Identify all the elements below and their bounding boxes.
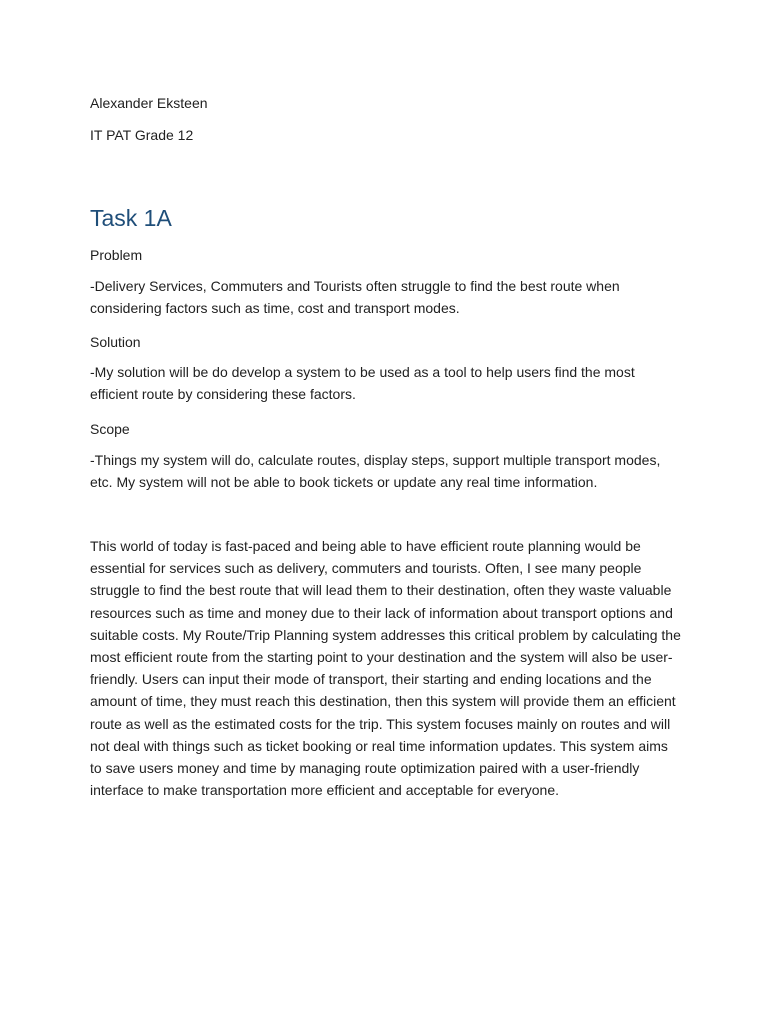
solution-label: Solution — [90, 334, 141, 350]
problem-text: -Delivery Services, Commuters and Tourists often struggle to find the best route when considering factors such as time, cost and transport modes. — [90, 278, 620, 317]
scope-text: -Things my system will do, calculate routes, display steps, support multiple transport modes, etc. My system will not be able to book tickets or update any real time information. — [90, 452, 661, 491]
document-subtitle: IT PAT Grade 12 — [90, 127, 194, 143]
body-paragraph: This world of today is fast-paced and being able to have efficient route planning would be essential for services such as delivery, commuters and tourists. Often, I see many people struggle to find the best route that will lead them to their destination, often they waste valuable resources such as time and money due to their lack of information about transport options and suitable costs. My Route/Trip Planning system addresses this critical problem by calculating the most efficient route from the starting point to your destination and the system will also be user-friendly. Users can input their mode of transport, their starting and ending locations and the amount of time, they must reach this destination, then this system will provide them an efficient route as well as the estimated costs for the trip. This system focuses mainly on routes and will not deal with things such as ticket booking or real time information updates. This system aims to save users money and time by managing route optimization paired with a user-friendly interface to make transportation more efficient and acceptable for everyone. — [90, 538, 681, 799]
problem-label: Problem — [90, 247, 143, 263]
scope-label: Scope — [90, 421, 130, 437]
author-name: Alexander Eksteen — [90, 95, 208, 111]
section-heading: Task 1A — [90, 205, 172, 231]
solution-text: -My solution will be do develop a system to be used as a tool to help users find the most efficient route by considering these factors. — [90, 364, 635, 403]
